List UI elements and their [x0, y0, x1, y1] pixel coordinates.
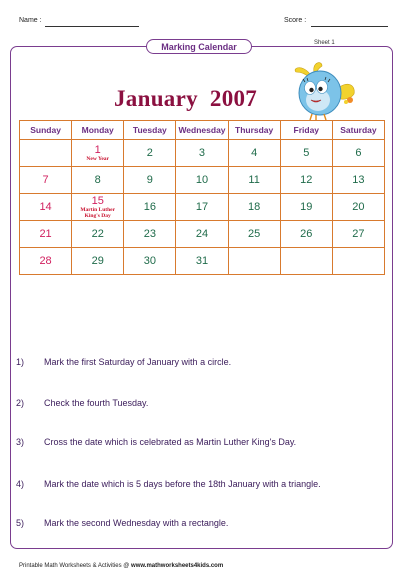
date-cell[interactable]	[280, 248, 332, 275]
date-cell[interactable]	[20, 221, 72, 248]
weekday-monday: Monday	[72, 121, 124, 140]
worksheet-title: Marking Calendar	[146, 39, 252, 54]
instruction-text: Mark the second Wednesday with a rectangle.	[44, 518, 229, 528]
date-number: 10	[195, 174, 209, 186]
weekday-friday: Friday	[280, 121, 332, 140]
date-number: 2	[146, 147, 153, 159]
footer-text: Printable Math Worksheets & Activities @	[19, 563, 132, 569]
date-number: 31	[195, 255, 209, 267]
holiday-note: Martin Luther King's Day	[80, 207, 116, 219]
date-number: 9	[146, 174, 153, 186]
instruction-number: 5)	[16, 518, 25, 528]
date-cell[interactable]	[332, 140, 384, 167]
footer-site: www.mathworksheets4kids.com	[131, 563, 224, 569]
date-number: 12	[300, 174, 313, 186]
score-line[interactable]	[311, 26, 388, 27]
date-number: 11	[248, 174, 260, 186]
date-number: 26	[300, 228, 313, 240]
date-number: 3	[198, 147, 206, 159]
week-row	[20, 194, 385, 221]
date-cell[interactable]	[176, 140, 228, 167]
date-cell[interactable]	[124, 221, 176, 248]
week-row	[20, 221, 385, 248]
date-cell[interactable]	[280, 221, 332, 248]
instruction-number: 3)	[16, 437, 25, 447]
date-cell[interactable]	[176, 194, 228, 221]
date-cell[interactable]	[72, 248, 124, 275]
name-label: Name :	[19, 17, 42, 24]
calendar-grid	[19, 120, 385, 275]
date-cell[interactable]	[228, 167, 280, 194]
name-line[interactable]	[45, 26, 139, 27]
date-number: 14	[39, 201, 52, 213]
month-title	[114, 86, 257, 112]
cartoon-bird-icon	[284, 60, 364, 122]
date-cell[interactable]	[228, 221, 280, 248]
date-number: 21	[39, 228, 52, 240]
date-number: 22	[91, 228, 104, 240]
sheet-label: Sheet 1	[314, 40, 335, 46]
week-row	[20, 140, 385, 167]
date-cell[interactable]	[176, 248, 228, 275]
date-cell[interactable]	[72, 167, 124, 194]
date-cell[interactable]	[332, 221, 384, 248]
date-cell[interactable]	[280, 167, 332, 194]
instruction-number: 2)	[16, 398, 25, 408]
date-number: 23	[143, 228, 156, 240]
date-cell[interactable]	[20, 167, 72, 194]
date-cell[interactable]	[228, 194, 280, 221]
date-cell[interactable]	[176, 221, 228, 248]
date-number: 1	[94, 144, 101, 156]
date-number: 15	[91, 195, 104, 207]
date-number: 18	[248, 201, 261, 213]
date-number: 6	[355, 147, 362, 159]
date-cell[interactable]	[124, 167, 176, 194]
score-label: Score :	[284, 17, 307, 24]
instruction-text: Mark the first Saturday of January with a circle.	[44, 357, 232, 367]
holiday-note: New Year	[86, 156, 109, 162]
date-cell[interactable]	[332, 194, 384, 221]
date-cell[interactable]	[72, 140, 124, 167]
date-number: 19	[300, 201, 313, 213]
weekday-thursday: Thursday	[228, 121, 280, 140]
date-cell[interactable]	[72, 221, 124, 248]
week-row	[20, 248, 385, 275]
footer	[19, 563, 223, 569]
date-cell[interactable]	[124, 140, 176, 167]
date-number: 7	[42, 174, 49, 186]
date-cell[interactable]	[280, 140, 332, 167]
year: 2007	[209, 86, 258, 111]
weekday-tuesday: Tuesday	[124, 121, 176, 140]
date-number: 25	[248, 228, 261, 240]
date-number: 20	[352, 201, 365, 213]
instruction-text: Cross the date which is celebrated as Martin Luther King's Day.	[44, 437, 297, 447]
date-cell[interactable]	[176, 167, 228, 194]
calendar-body	[20, 140, 385, 275]
date-number: 16	[143, 201, 156, 213]
date-cell[interactable]	[228, 248, 280, 275]
date-number: 30	[143, 255, 156, 267]
date-number: 27	[352, 228, 365, 240]
date-number: 17	[195, 201, 209, 213]
instruction-text: Mark the date which is 5 days before the 18th January with a triangle.	[44, 479, 321, 489]
date-cell[interactable]	[20, 140, 72, 167]
week-row	[20, 167, 385, 194]
date-number: 13	[352, 174, 365, 186]
date-cell[interactable]	[124, 194, 176, 221]
month-name: January	[114, 86, 198, 111]
date-cell[interactable]	[332, 167, 384, 194]
date-number: 8	[94, 174, 101, 186]
instruction-text: Check the fourth Tuesday.	[44, 398, 149, 408]
date-number: 5	[303, 147, 310, 159]
date-number: 29	[91, 255, 104, 267]
date-number: 4	[251, 147, 258, 159]
instruction-number: 4)	[16, 479, 25, 489]
date-cell[interactable]	[228, 140, 280, 167]
date-cell[interactable]	[280, 194, 332, 221]
date-number: 24	[195, 228, 209, 240]
date-cell[interactable]	[332, 248, 384, 275]
weekday-sunday: Sunday	[20, 121, 72, 140]
weekday-header-row	[20, 121, 385, 140]
date-cell[interactable]	[20, 194, 72, 221]
date-cell[interactable]	[72, 194, 124, 221]
weekday-wednesday: Wednesday	[176, 121, 228, 140]
date-number: 28	[39, 255, 52, 267]
weekday-saturday: Saturday	[332, 121, 384, 140]
instruction-number: 1)	[16, 357, 25, 367]
date-cell[interactable]	[124, 248, 176, 275]
date-cell[interactable]	[20, 248, 72, 275]
